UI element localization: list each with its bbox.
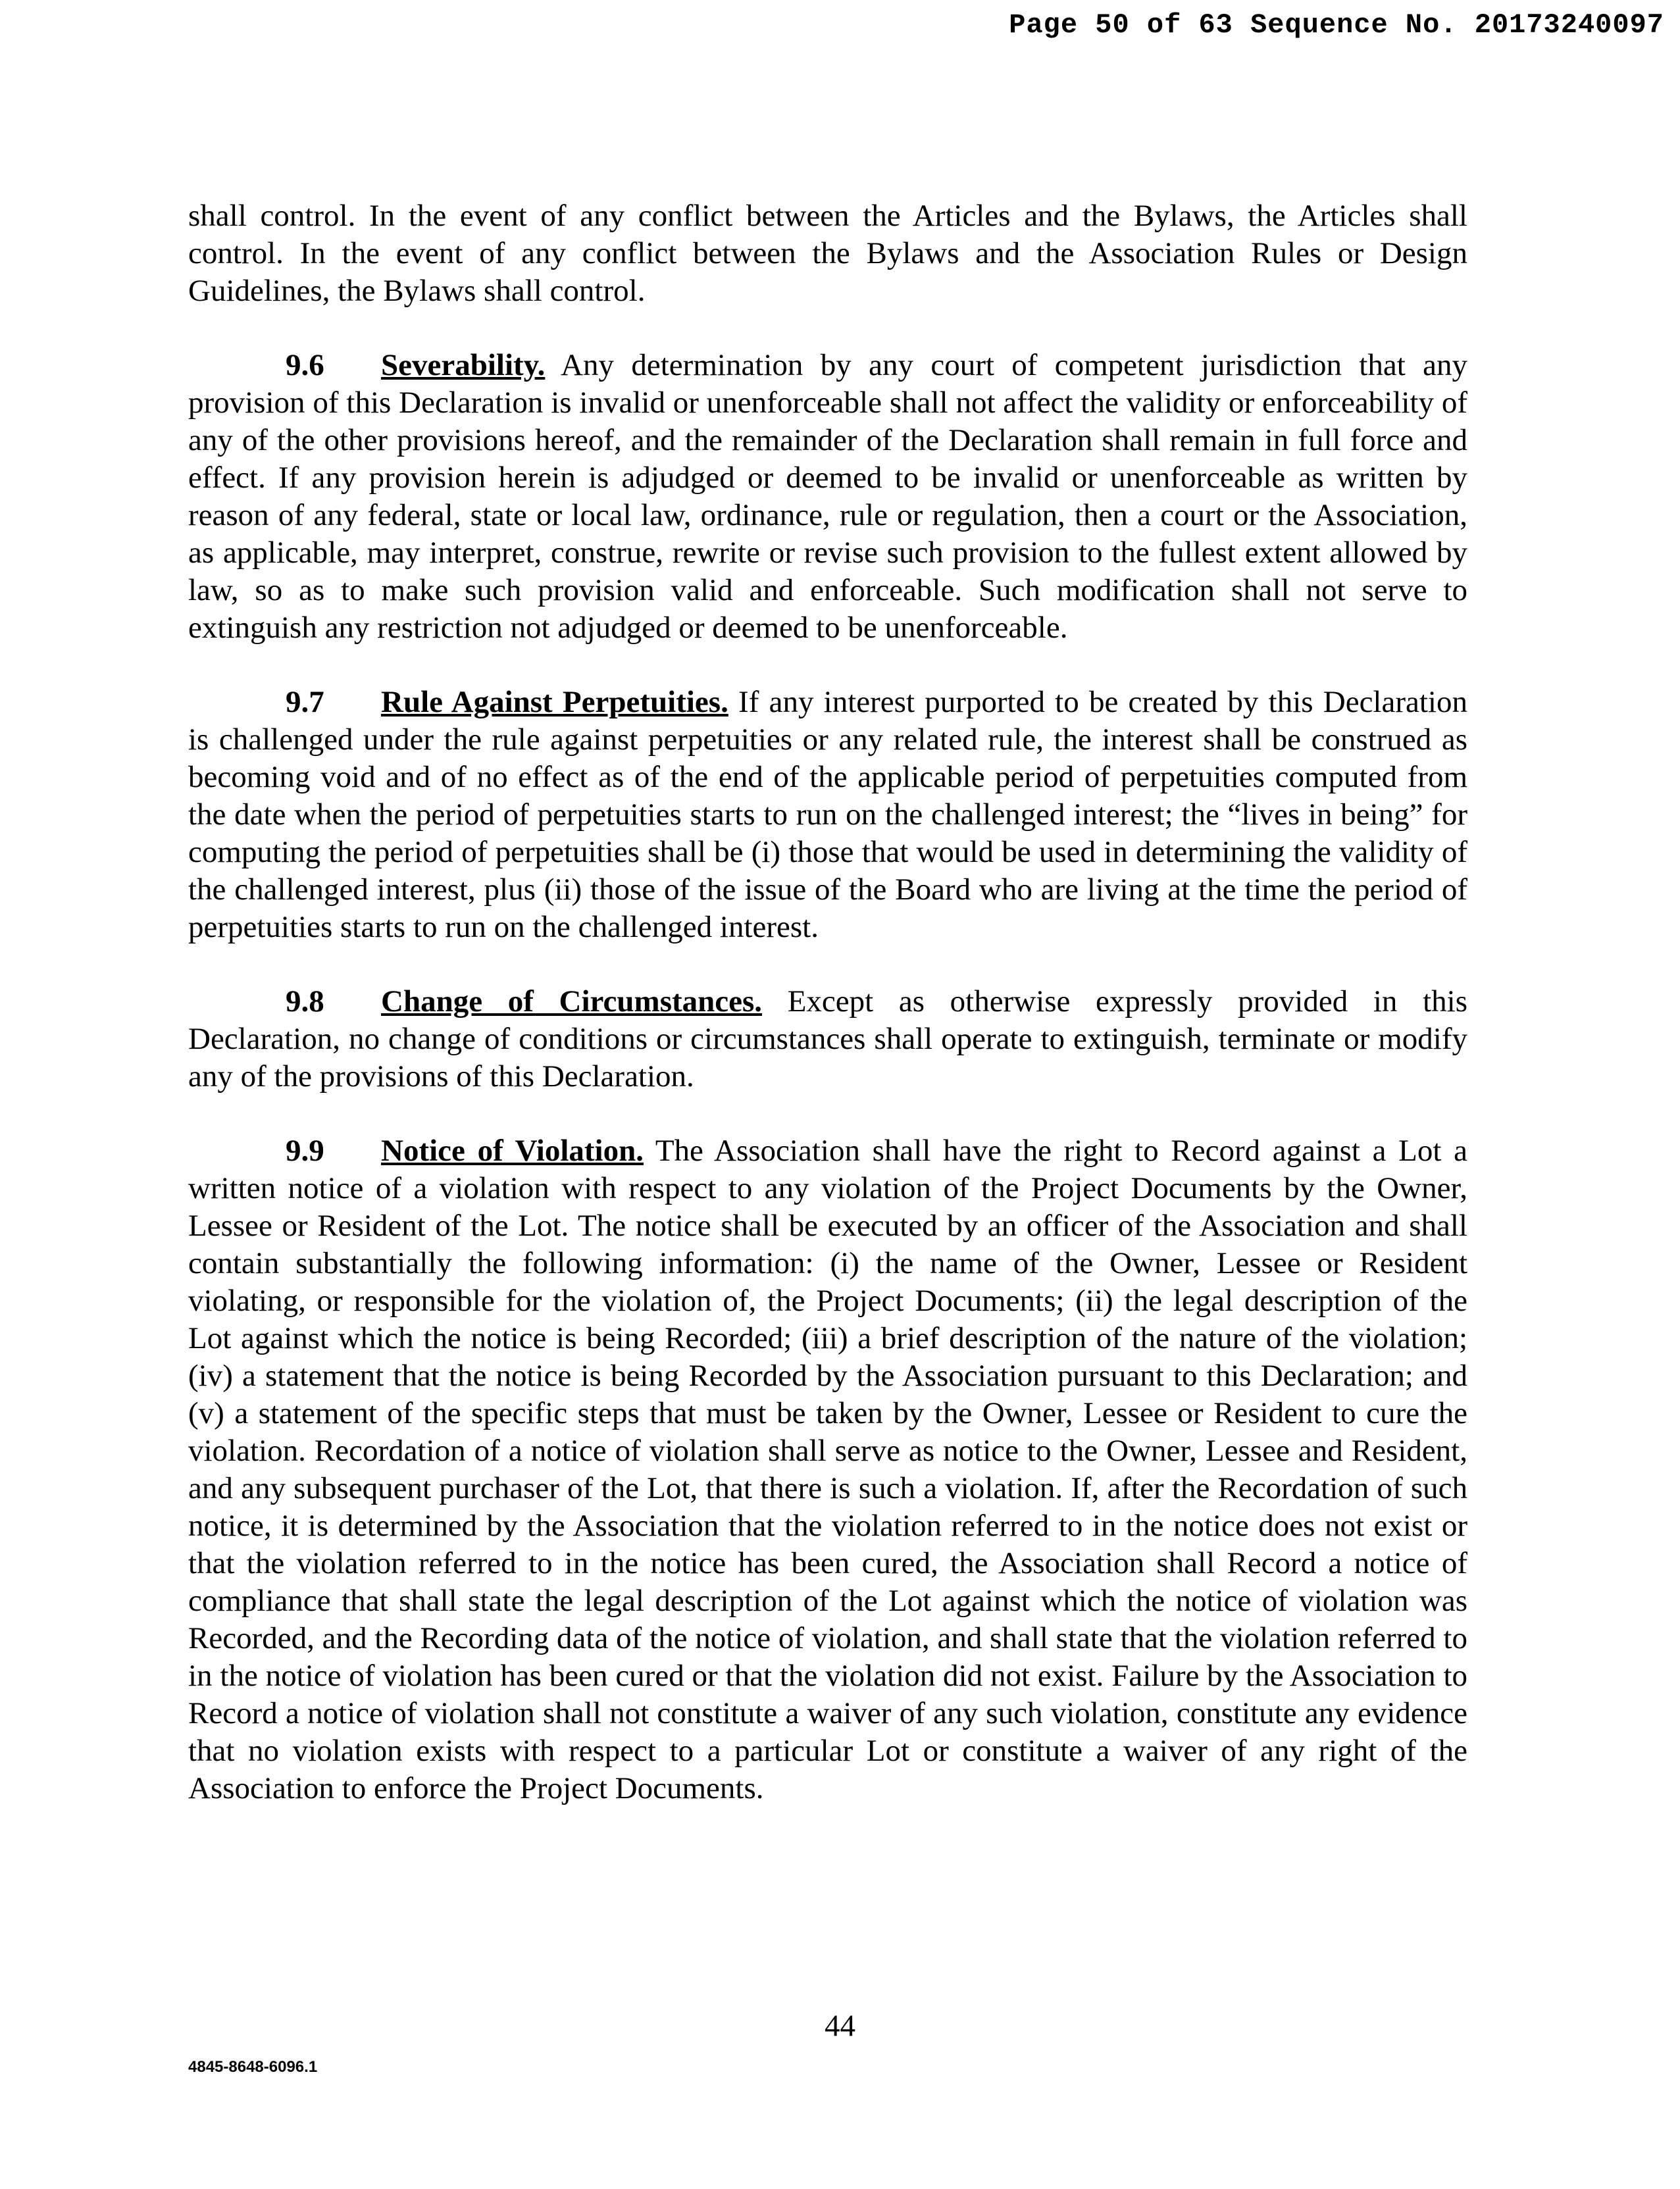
- section-title: Rule Against Perpetuities.: [381, 685, 728, 719]
- section-number: 9.8: [286, 984, 324, 1019]
- section-text: If any interest purported to be created by this Declaration is challenged under the rule against perpetuities or any related rule, the interest shall be construed as becoming void and of no effect as of the end of the applicable period of perpetuities computed from the date when the period of perpetuities starts to run on the challenged interest; the “lives in being” for computing the period of perpetuities shall be (i) those that would be used in determining the validity of the challenged interest, plus (ii) those of the issue of the Board who are living at the time the period of perpetuities starts to run on the challenged interest.: [188, 685, 1467, 944]
- section-9-7: [188, 684, 1467, 946]
- section-text: Any determination by any court of competent jurisdiction that any provision of this Declaration is invalid or unenforceable shall not affect the validity or enforceability of any of the other provisions hereof, and the remainder of the Declaration shall remain in full force and effect. If any provision herein is adjudged or deemed to be invalid or unenforceable as written by reason of any federal, state or local law, ordinance, rule or regulation, then a court or the Association, as applicable, may interpret, construe, rewrite or revise such provision to the fullest extent allowed by law, so as to make such provision valid and enforceable. Such modification shall not serve to extinguish any restriction not adjudged or deemed to be unenforceable.: [188, 348, 1467, 645]
- section-9-8: [188, 983, 1467, 1095]
- document-id: 4845-8648-6096.1: [188, 2058, 318, 2076]
- section-9-6: [188, 347, 1467, 647]
- section-text: Except as otherwise expressly provided in this Declaration, no change of conditions or circumstances shall operate to extinguish, terminate or modify any of the provisions of this Declaration.: [188, 984, 1467, 1094]
- section-text: The Association shall have the right to Record against a Lot a written notice of a violation with respect to any violation of the Project Documents by the Owner, Lessee or Resident of the Lot. The notice shall be executed by an officer of the Association and shall contain substantially the following information: (i) the name of the Owner, Lessee or Resident violating, or responsible for the violation of, the Project Documents; (ii) the legal description of the Lot against which the notice is being Recorded; (iii) a brief description of the nature of the violation; (iv) a statement that the notice is being Recorded by the Association pursuant to this Declaration; and (v) a statement of the specific steps that must be taken by the Owner, Lessee or Resident to cure the violation. Recordation of a notice of violation shall serve as notice to the Owner, Lessee and Resident, and any subsequent purchaser of the Lot, that there is such a violation. If, after the Recordation of such notice, it is determined by the Association that the violation referred to in the notice does not exist or that the violation referred to in the notice has been cured, the Association shall Record a notice of compliance that shall state the legal description of the Lot against which the notice of violation was Recorded, and the Recording data of the notice of violation, and shall state that the violation referred to in the notice of violation has been cured or that the violation did not exist. Failure by the Association to Record a notice of violation shall not constitute a waiver of any such violation, constitute any evidence that no violation exists with respect to a particular Lot or constitute a waiver of any right of the Association to enforce the Project Documents.: [188, 1134, 1468, 1805]
- section-number: 9.7: [286, 685, 324, 719]
- section-9-9: [188, 1132, 1467, 1807]
- document-body: [188, 197, 1467, 1844]
- section-title: Severability.: [381, 348, 546, 382]
- page-sequence-header: Page 50 of 63 Sequence No. 20173240097: [1009, 9, 1664, 41]
- continuation-paragraph: shall control. In the event of any conflict between the Articles and the Bylaws, the Articles shall control. In the event of any conflict between the Bylaws and the Association Rules or Design Guidelines, the Bylaws shall control.: [188, 199, 1467, 308]
- section-number: 9.6: [286, 348, 324, 382]
- section-number: 9.9: [286, 1134, 324, 1168]
- page-number: 44: [825, 2009, 855, 2043]
- section-title: Notice of Violation.: [381, 1134, 644, 1168]
- section-title: Change of Circumstances.: [381, 984, 763, 1019]
